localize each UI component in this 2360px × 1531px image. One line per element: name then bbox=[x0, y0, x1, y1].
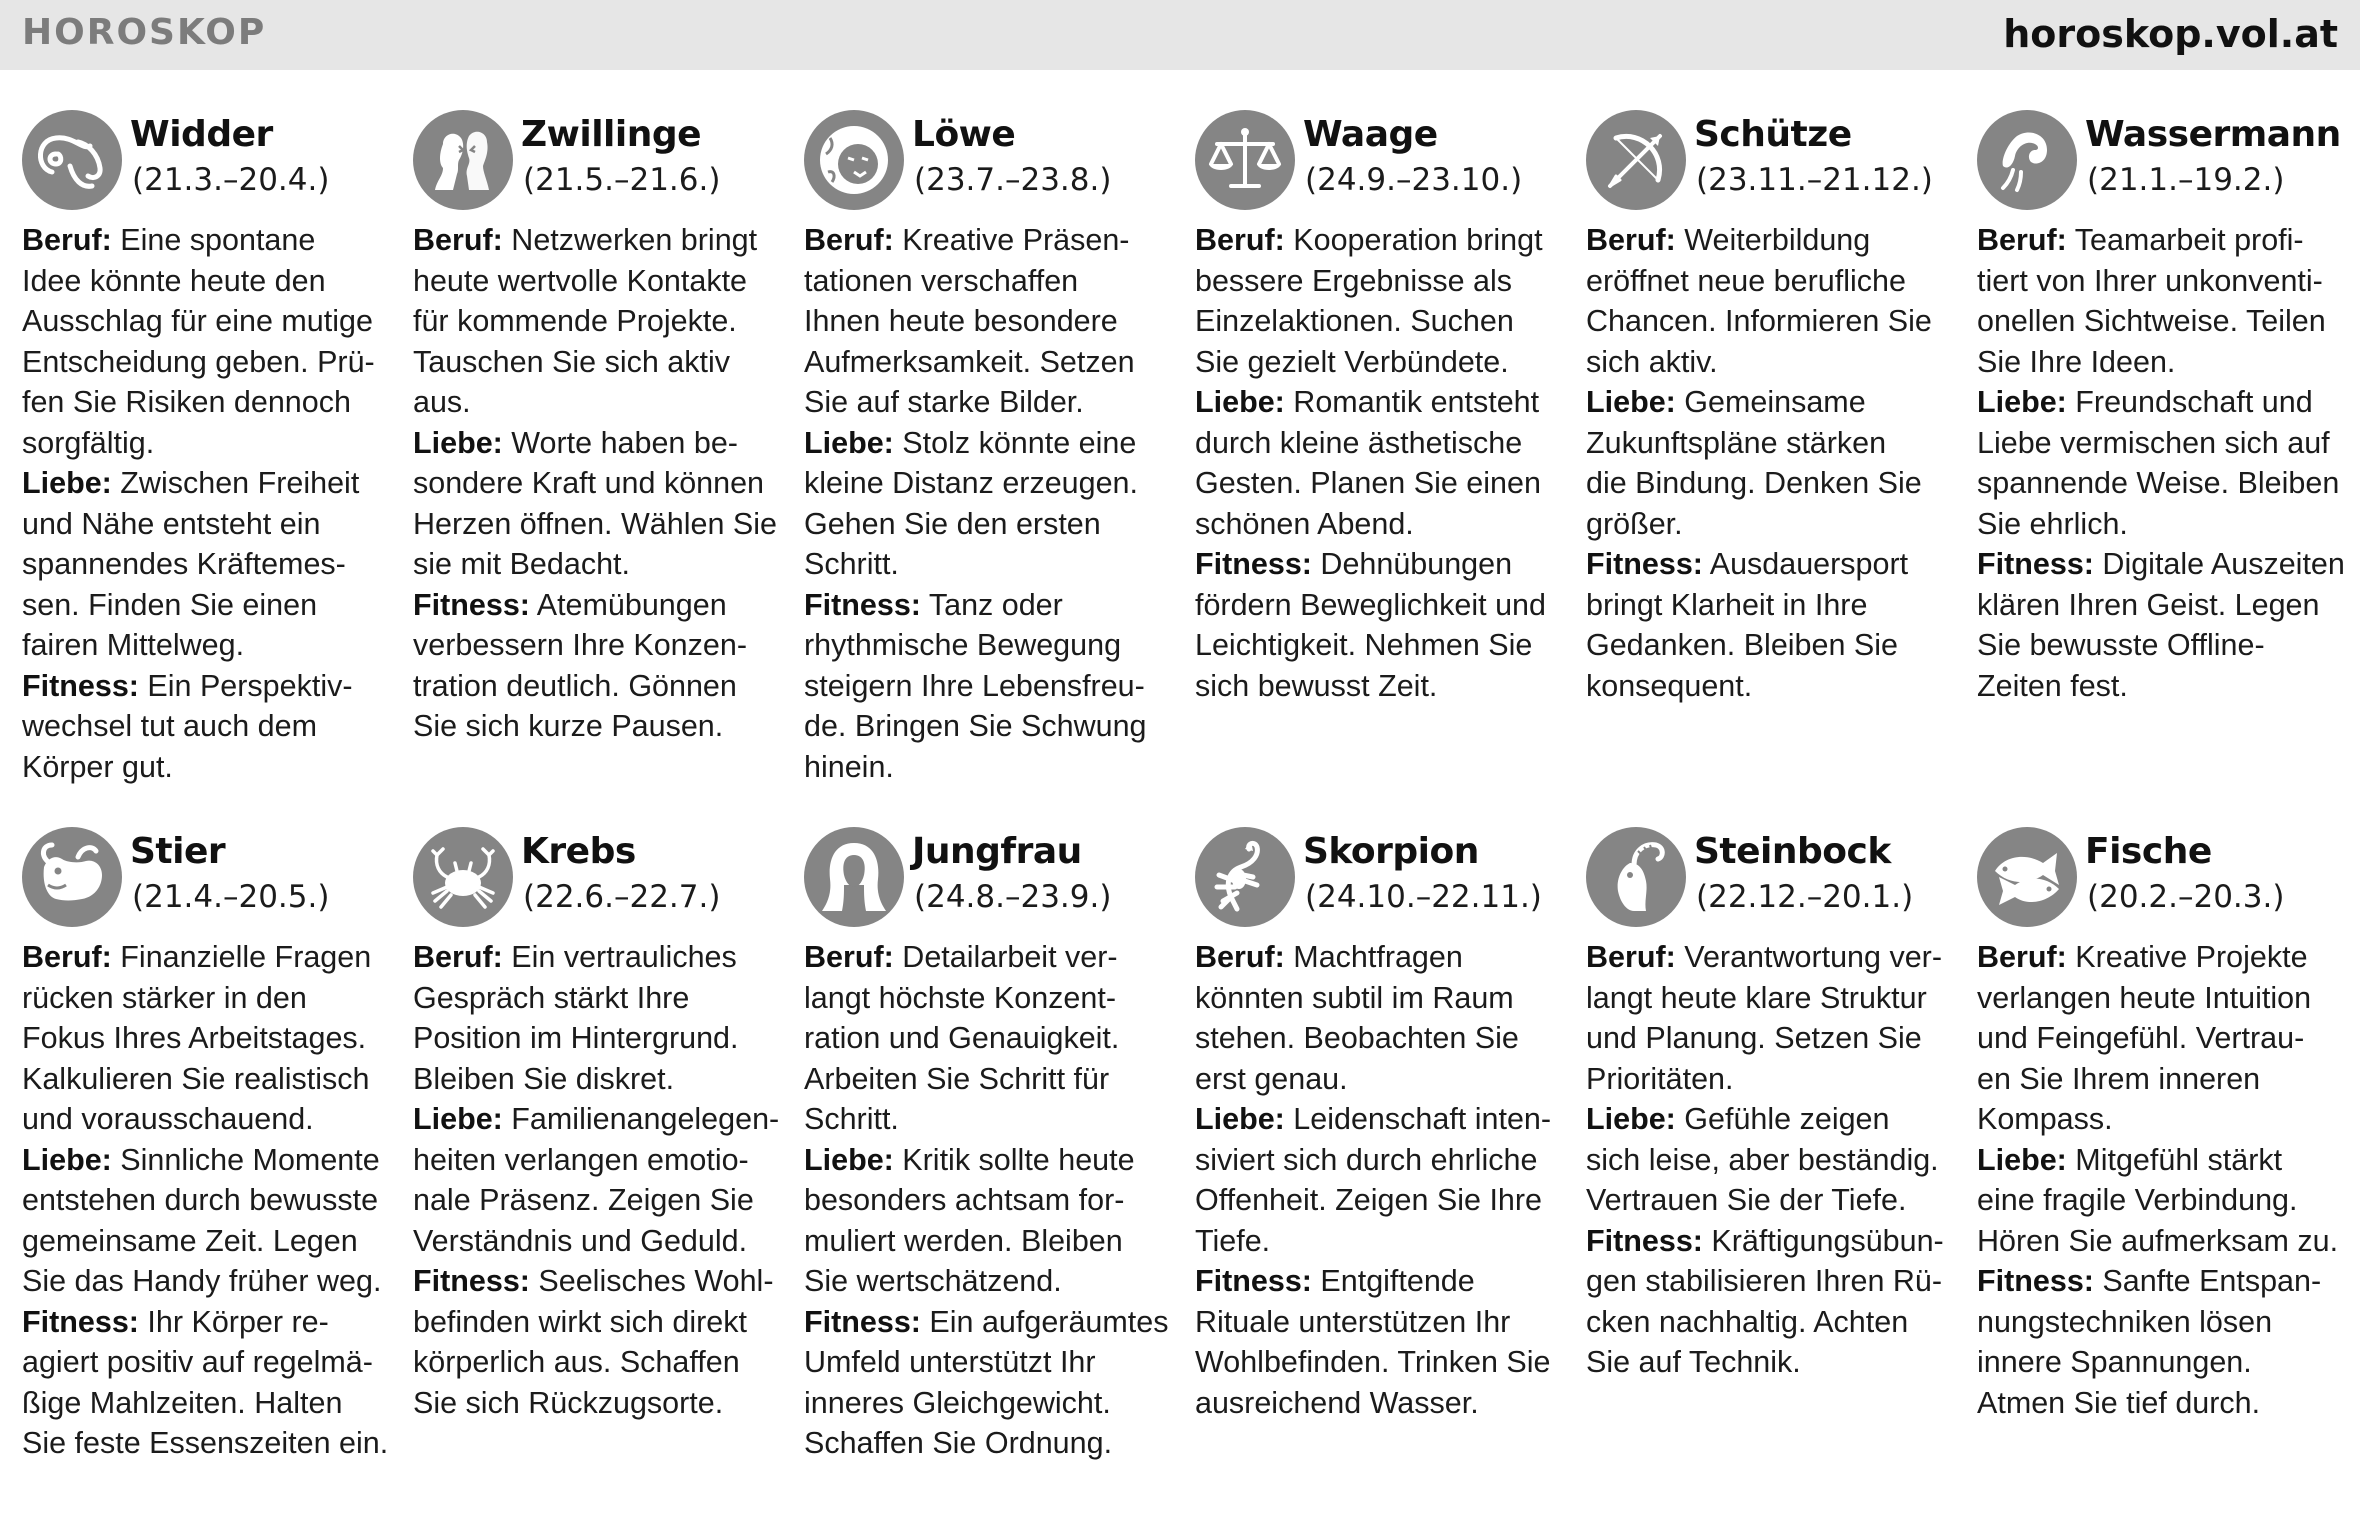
beruf-label: Beruf: bbox=[1195, 940, 1285, 974]
liebe-label: Liebe: bbox=[413, 425, 503, 460]
horoscope-text bbox=[22, 220, 407, 787]
sign-name: Widder bbox=[130, 114, 273, 155]
liebe-text: Mitgefühl stärkt eine fragile Verbindung. Hören Sie aufmerksam zu. bbox=[1977, 1142, 2339, 1258]
liebe-text: Worte haben be- sondere Kraft und können Herzen öffnen. Wählen Sie sie mit Bedacht. bbox=[413, 425, 777, 581]
fitness-text: Seelisches Wohl- befinden wirkt sich direkt körperlich aus. Schaffen Sie sich Rückzugsorte. bbox=[413, 1264, 774, 1420]
horoscope-text bbox=[413, 220, 798, 747]
sign-date-range: (21.1.–19.2.) bbox=[2087, 162, 2285, 198]
bow-and-arrow-icon bbox=[1586, 110, 1686, 210]
liebe-label: Liebe: bbox=[22, 466, 112, 500]
fitness-text: Kräftigungsübun- gen stabilisieren Ihren Rü- cken nachhaltig. Achten Sie auf Technik. bbox=[1586, 1223, 1944, 1379]
liebe-label: Liebe: bbox=[1977, 385, 2067, 419]
horoscope-text bbox=[1195, 937, 1580, 1423]
sign-date-range: (24.10.–22.11.) bbox=[1305, 879, 1542, 915]
liebe-label: Liebe: bbox=[22, 1142, 112, 1177]
liebe-label: Liebe: bbox=[804, 425, 894, 460]
scales-icon bbox=[1195, 110, 1295, 210]
beruf-label: Beruf: bbox=[413, 223, 503, 257]
sign-header bbox=[1195, 825, 1586, 929]
sign-header bbox=[413, 825, 804, 929]
sign-header bbox=[804, 108, 1195, 212]
liebe-label: Liebe: bbox=[804, 1142, 894, 1177]
liebe-text: Zwischen Freiheit und Nähe entsteht ein spannendes Kräftemes- sen. Finden Sie einen fairen Mittelweg. bbox=[22, 466, 360, 662]
sign-date-range: (23.7.–23.8.) bbox=[914, 162, 1112, 198]
fitness-text: Ein aufgeräumtes Umfeld unterstützt Ihr inneres Gleichgewicht. Schaffen Sie Ordnung. bbox=[804, 1304, 1169, 1460]
horoscope-grid bbox=[22, 108, 2345, 1508]
sign-name: Zwillinge bbox=[521, 114, 702, 155]
horoscope-text bbox=[1977, 937, 2360, 1423]
liebe-text: Freundschaft und Liebe vermischen sich auf spannende Weise. Bleiben Sie ehrlich. bbox=[1977, 385, 2340, 541]
sign-jungfrau bbox=[804, 825, 1195, 1508]
sign-krebs bbox=[413, 825, 804, 1508]
beruf-text: Finanzielle Fragen rücken stärker in den Fokus Ihres Arbeitstages. Kalkulieren Sie realistisch und vorausschauend. bbox=[22, 940, 372, 1136]
beruf-text: Ein vertrauliches Gespräch stärkt Ihre Position im Hintergrund. Bleiben Sie diskret. bbox=[413, 940, 739, 1096]
fitness-text: Sanfte Entspan- nungstechniken lösen innere Spannungen. Atmen Sie tief durch. bbox=[1977, 1264, 2322, 1420]
fitness-label: Fitness: bbox=[22, 668, 139, 703]
sign-header bbox=[804, 825, 1195, 929]
liebe-text: Sinnliche Momente entstehen durch bewusste gemeinsame Zeit. Legen Sie das Handy früher weg. bbox=[22, 1142, 382, 1298]
beruf-label: Beruf: bbox=[22, 940, 112, 974]
sign-header bbox=[413, 108, 804, 212]
crab-icon bbox=[413, 827, 513, 927]
liebe-text: Kritik sollte heute besonders achtsam for- muliert werden. Bleiben Sie wertschätzend. bbox=[804, 1142, 1135, 1298]
sign-name: Schütze bbox=[1694, 114, 1852, 155]
beruf-text: Kooperation bringt bessere Ergebnisse als Einzelaktionen. Suchen Sie gezielt Verbündete. bbox=[1195, 223, 1543, 379]
liebe-label: Liebe: bbox=[1195, 1102, 1285, 1136]
sign-header bbox=[22, 108, 413, 212]
fitness-text: Ihr Körper re- agiert positiv auf regelmä- ßige Mahlzeiten. Halten Sie feste Essenszeiten ein. bbox=[22, 1304, 389, 1460]
sign-stier bbox=[22, 825, 413, 1508]
lion-icon bbox=[804, 110, 904, 210]
beruf-text: Verantwortung ver- langt heute klare Struktur und Planung. Setzen Sie Prioritäten. bbox=[1586, 940, 1942, 1096]
sign-date-range: (24.9.–23.10.) bbox=[1305, 162, 1523, 198]
sign-date-range: (20.2.–20.3.) bbox=[2087, 879, 2285, 915]
liebe-text: Stolz könnte eine kleine Distanz erzeugen. Gehen Sie den ersten Schritt. bbox=[804, 425, 1138, 581]
sign-header bbox=[22, 825, 413, 929]
beruf-text: Detailarbeit ver- langt höchste Konzent- ration und Genauigkeit. Arbeiten Sie Schritt für Schritt. bbox=[804, 940, 1120, 1136]
fitness-label: Fitness: bbox=[804, 1304, 921, 1339]
fish-icon bbox=[1977, 827, 2077, 927]
beruf-text: Kreative Präsen- tationen verschaffen Ihnen heute besondere Aufmerksamkeit. Setzen Sie auf starke Bilder. bbox=[804, 223, 1135, 419]
fitness-label: Fitness: bbox=[413, 1264, 530, 1298]
sign-fische bbox=[1977, 825, 2360, 1508]
sign-skorpion bbox=[1195, 825, 1586, 1508]
fitness-text: Entgiftende Rituale unterstützen Ihr Wohlbefinden. Trinken Sie ausreichend Wasser. bbox=[1195, 1264, 1551, 1420]
fitness-text: Tanz oder rhythmische Bewegung steigern Ihre Lebensfreu- de. Bringen Sie Schwung hinein. bbox=[804, 587, 1147, 784]
beruf-text: Kreative Projekte verlangen heute Intuition und Feingefühl. Vertrau- en Sie Ihrem inneren Kompass. bbox=[1977, 940, 2312, 1136]
sign-date-range: (23.11.–21.12.) bbox=[1696, 162, 1933, 198]
fitness-text: Dehnübungen fördern Beweglichkeit und Leichtigkeit. Nehmen Sie sich bewusst Zeit. bbox=[1195, 547, 1546, 703]
fitness-label: Fitness: bbox=[1586, 1223, 1703, 1258]
beruf-text: Netzwerken bringt heute wertvolle Kontakte für kommende Projekte. Tauschen Sie sich aktiv aus. bbox=[413, 223, 758, 419]
liebe-label: Liebe: bbox=[1586, 1102, 1676, 1136]
liebe-label: Liebe: bbox=[1586, 385, 1676, 419]
header-url[interactable]: horoskop.vol.at bbox=[2003, 12, 2338, 56]
beruf-text: Weiterbildung eröffnet neue berufliche Chancen. Informieren Sie sich aktiv. bbox=[1586, 223, 1932, 379]
twins-icon bbox=[413, 110, 513, 210]
fitness-text: Atemübungen verbessern Ihre Konzen- tration deutlich. Gönnen Sie sich kurze Pausen. bbox=[413, 587, 747, 743]
fitness-label: Fitness: bbox=[413, 587, 530, 622]
beruf-label: Beruf: bbox=[1586, 940, 1676, 974]
sign-steinbock bbox=[1586, 825, 1977, 1508]
horoscope-text bbox=[804, 220, 1189, 787]
liebe-label: Liebe: bbox=[413, 1102, 503, 1136]
header-title: HOROSKOP bbox=[22, 12, 267, 53]
sign-name: Löwe bbox=[912, 114, 1016, 155]
ibex-icon bbox=[1586, 827, 1686, 927]
horoscope-text bbox=[1195, 220, 1580, 706]
sign-waage bbox=[1195, 108, 1586, 825]
beruf-text: Eine spontane Idee könnte heute den Ausschlag für eine mutige Entscheidung geben. Prü- fen Sie Risiken dennoch sorgfältig. bbox=[22, 223, 375, 460]
beruf-text: Teamarbeit profi- tiert von Ihrer unkonventi- onellen Sichtweise. Teilen Sie Ihre Ideen. bbox=[1977, 223, 2326, 379]
fitness-label: Fitness: bbox=[1195, 547, 1312, 581]
liebe-text: Gemeinsame Zukunftspläne stärken die Bindung. Denken Sie größer. bbox=[1586, 385, 1922, 541]
horoscope-text bbox=[22, 937, 407, 1464]
fitness-label: Fitness: bbox=[1195, 1264, 1312, 1298]
sign-name: Waage bbox=[1303, 114, 1438, 155]
beruf-label: Beruf: bbox=[1586, 223, 1676, 257]
sign-header bbox=[1586, 108, 1977, 212]
beruf-text: Machtfragen könnten subtil im Raum stehen. Beobachten Sie erst genau. bbox=[1195, 940, 1519, 1096]
beruf-label: Beruf: bbox=[1977, 940, 2067, 974]
sign-header bbox=[1586, 825, 1977, 929]
sign-date-range: (24.8.–23.9.) bbox=[914, 879, 1112, 915]
liebe-text: Familienangelegen- heiten verlangen emotio- nale Präsenz. Zeigen Sie Verständnis und Geduld. bbox=[413, 1102, 780, 1258]
fitness-label: Fitness: bbox=[804, 587, 921, 622]
water-bearer-icon bbox=[1977, 110, 2077, 210]
sign-date-range: (22.6.–22.7.) bbox=[523, 879, 721, 915]
sign-date-range: (21.3.–20.4.) bbox=[132, 162, 330, 198]
fitness-text: Digitale Auszeiten klären Ihren Geist. Legen Sie bewusste Offline- Zeiten fest. bbox=[1977, 547, 2345, 703]
fitness-label: Fitness: bbox=[1977, 547, 2094, 581]
sign-loewe bbox=[804, 108, 1195, 825]
fitness-text: Ein Perspektiv- wechsel tut auch dem Körper gut. bbox=[22, 668, 353, 784]
sign-widder bbox=[22, 108, 413, 825]
sign-header bbox=[1977, 108, 2360, 212]
scorpion-icon bbox=[1195, 827, 1295, 927]
horoscope-text bbox=[1586, 220, 1971, 706]
ram-icon bbox=[22, 110, 122, 210]
beruf-label: Beruf: bbox=[804, 940, 894, 974]
fitness-label: Fitness: bbox=[22, 1304, 139, 1339]
fitness-text: Ausdauersport bringt Klarheit in Ihre Gedanken. Bleiben Sie konsequent. bbox=[1586, 547, 1909, 703]
sign-name: Steinbock bbox=[1694, 831, 1891, 872]
sign-schuetze bbox=[1586, 108, 1977, 825]
fitness-label: Fitness: bbox=[1586, 547, 1703, 581]
beruf-label: Beruf: bbox=[22, 223, 112, 257]
sign-name: Fische bbox=[2085, 831, 2212, 872]
horoscope-text bbox=[804, 937, 1189, 1464]
sign-name: Jungfrau bbox=[912, 831, 1082, 872]
sign-name: Wassermann bbox=[2085, 114, 2341, 155]
sign-header bbox=[1977, 825, 2360, 929]
sign-name: Stier bbox=[130, 831, 226, 872]
virgin-icon bbox=[804, 827, 904, 927]
beruf-label: Beruf: bbox=[1977, 223, 2067, 257]
sign-header bbox=[1195, 108, 1586, 212]
sign-date-range: (21.5.–21.6.) bbox=[523, 162, 721, 198]
liebe-text: Leidenschaft inten- siviert sich durch ehrliche Offenheit. Zeigen Sie Ihre Tiefe. bbox=[1195, 1102, 1552, 1258]
beruf-label: Beruf: bbox=[413, 940, 503, 974]
liebe-text: Romantik entsteht durch kleine ästhetische Gesten. Planen Sie einen schönen Abend. bbox=[1195, 385, 1541, 541]
beruf-label: Beruf: bbox=[1195, 223, 1285, 257]
sign-zwillinge bbox=[413, 108, 804, 825]
sign-date-range: (22.12.–20.1.) bbox=[1696, 879, 1914, 915]
liebe-text: Gefühle zeigen sich leise, aber beständig. Vertrauen Sie der Tiefe. bbox=[1586, 1102, 1939, 1217]
header-bar bbox=[0, 0, 2360, 70]
liebe-label: Liebe: bbox=[1195, 385, 1285, 419]
sign-date-range: (21.4.–20.5.) bbox=[132, 879, 330, 915]
sign-name: Skorpion bbox=[1303, 831, 1479, 872]
bull-icon bbox=[22, 827, 122, 927]
sign-name: Krebs bbox=[521, 831, 636, 872]
horoscope-text bbox=[1977, 220, 2360, 706]
liebe-label: Liebe: bbox=[1977, 1142, 2067, 1177]
fitness-label: Fitness: bbox=[1977, 1264, 2094, 1298]
beruf-label: Beruf: bbox=[804, 223, 894, 257]
sign-wassermann bbox=[1977, 108, 2360, 825]
horoscope-text bbox=[1586, 937, 1971, 1383]
horoscope-text bbox=[413, 937, 798, 1423]
